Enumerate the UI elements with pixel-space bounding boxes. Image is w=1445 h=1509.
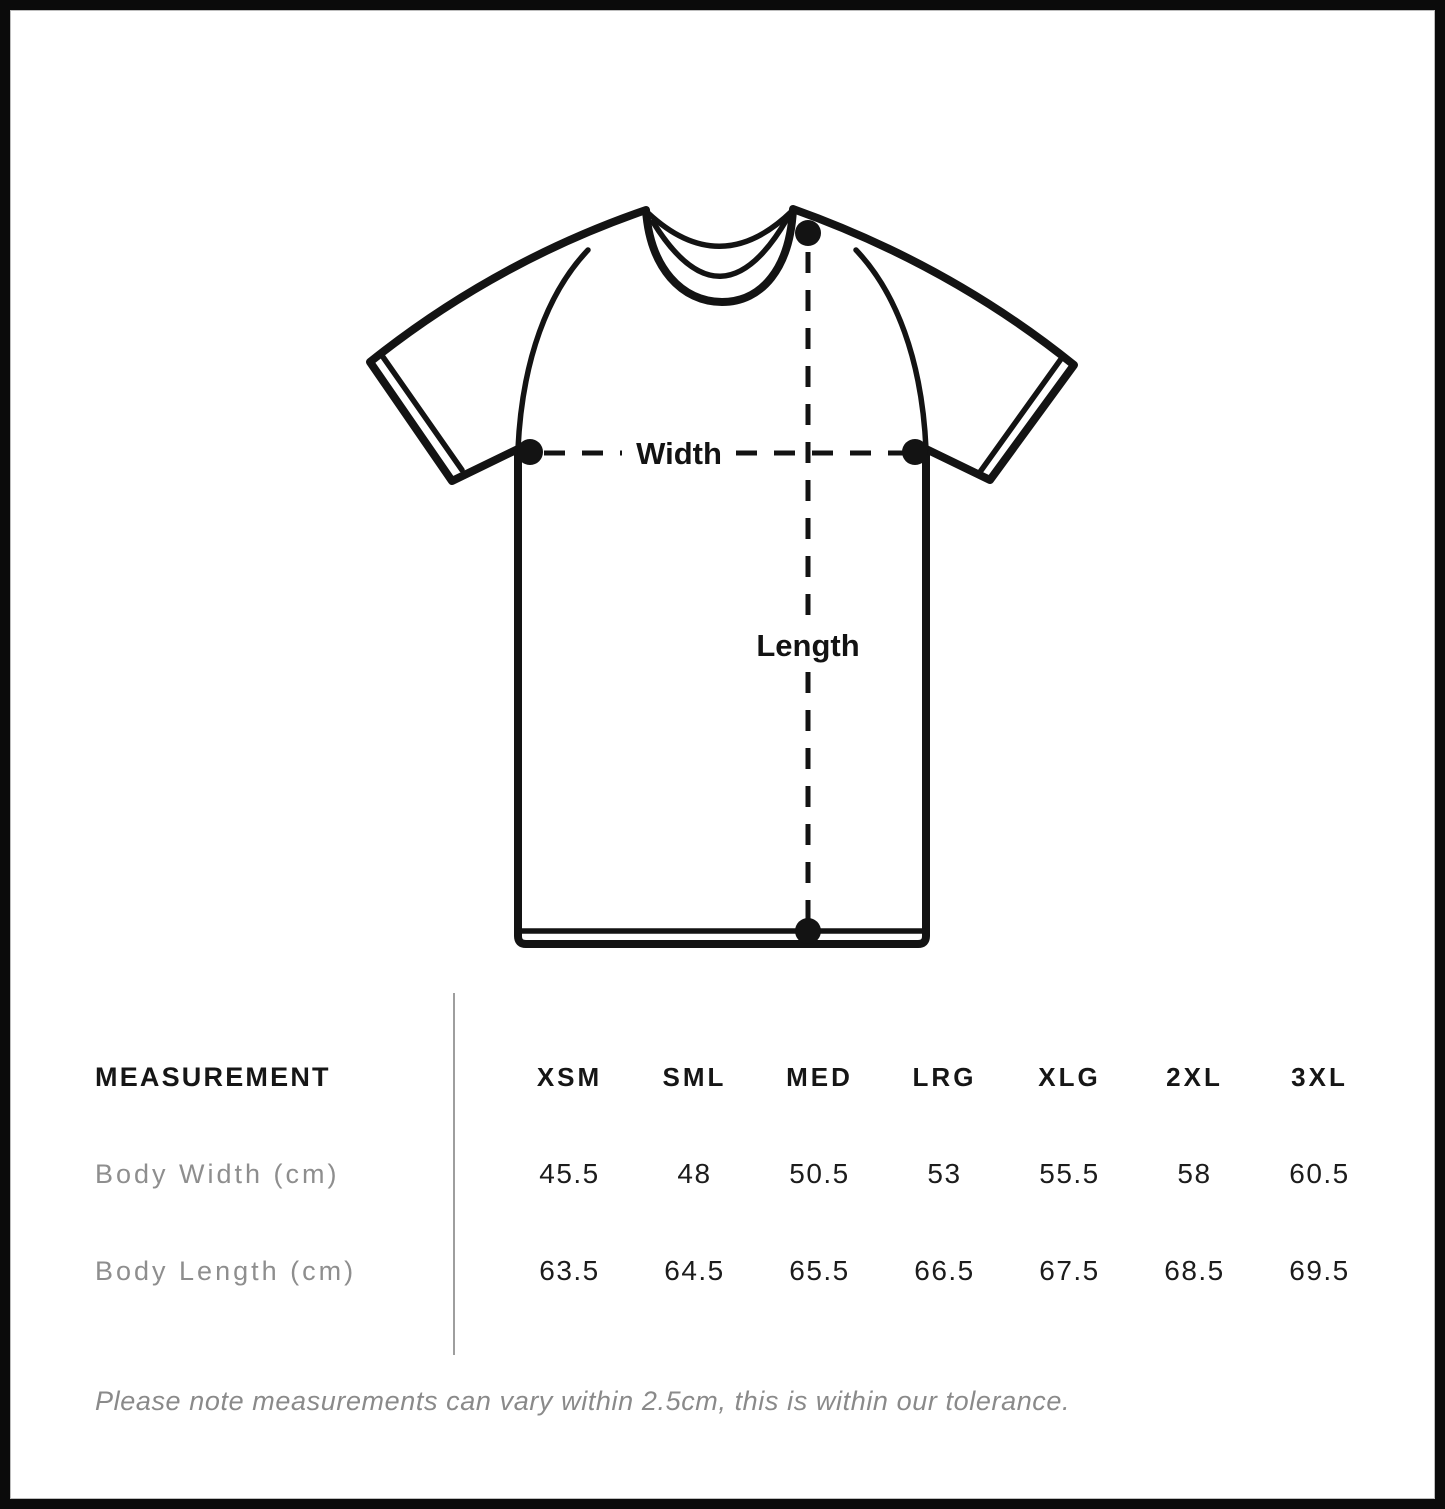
length-label: Length — [756, 628, 860, 663]
body-length-value-2xl: 68.5 — [1164, 1255, 1225, 1286]
body-length-value-xsm: 63.5 — [539, 1255, 600, 1286]
row-label-body-length: Body Length (cm) — [95, 1255, 357, 1286]
size-column-header-med: MED — [786, 1062, 853, 1092]
body-length-value-med: 65.5 — [789, 1255, 850, 1286]
body-width-value-xsm: 45.5 — [539, 1158, 600, 1189]
hem-measure-dot — [795, 918, 821, 944]
tolerance-footnote: Please note measurements can vary within 2.5cm, this is within our tolerance. — [95, 1386, 1071, 1416]
neck-measure-dot — [795, 220, 821, 246]
body-width-value-sml: 48 — [677, 1158, 712, 1189]
size-column-header-xsm: XSM — [536, 1062, 603, 1092]
row-label-body-width: Body Width (cm) — [95, 1158, 340, 1189]
left-armpit-measure-dot — [517, 439, 543, 465]
body-width-value-3xl: 60.5 — [1289, 1158, 1350, 1189]
body-length-value-xlg: 67.5 — [1039, 1255, 1100, 1286]
measurement-column-header: MEASUREMENT — [95, 1062, 331, 1092]
body-length-value-sml: 64.5 — [664, 1255, 725, 1286]
size-column-header-3xl: 3XL — [1291, 1062, 1348, 1092]
body-length-value-lrg: 66.5 — [914, 1255, 975, 1286]
body-length-value-3xl: 69.5 — [1289, 1255, 1350, 1286]
size-column-header-lrg: LRG — [912, 1062, 977, 1092]
body-width-value-lrg: 53 — [927, 1158, 962, 1189]
body-width-value-2xl: 58 — [1177, 1158, 1212, 1189]
body-width-value-xlg: 55.5 — [1039, 1158, 1100, 1189]
table-row-body-length — [95, 1255, 1382, 1287]
table-row-body-width — [95, 1158, 1382, 1190]
size-column-header-2xl: 2XL — [1166, 1062, 1223, 1092]
tshirt-outline — [370, 209, 1074, 944]
size-column-header-xlg: XLG — [1038, 1062, 1101, 1092]
table-header-row — [95, 1062, 1382, 1093]
size-column-header-sml: SML — [662, 1062, 727, 1092]
right-armpit-measure-dot — [902, 439, 928, 465]
body-width-value-med: 50.5 — [789, 1158, 850, 1189]
width-label: Width — [636, 436, 722, 471]
